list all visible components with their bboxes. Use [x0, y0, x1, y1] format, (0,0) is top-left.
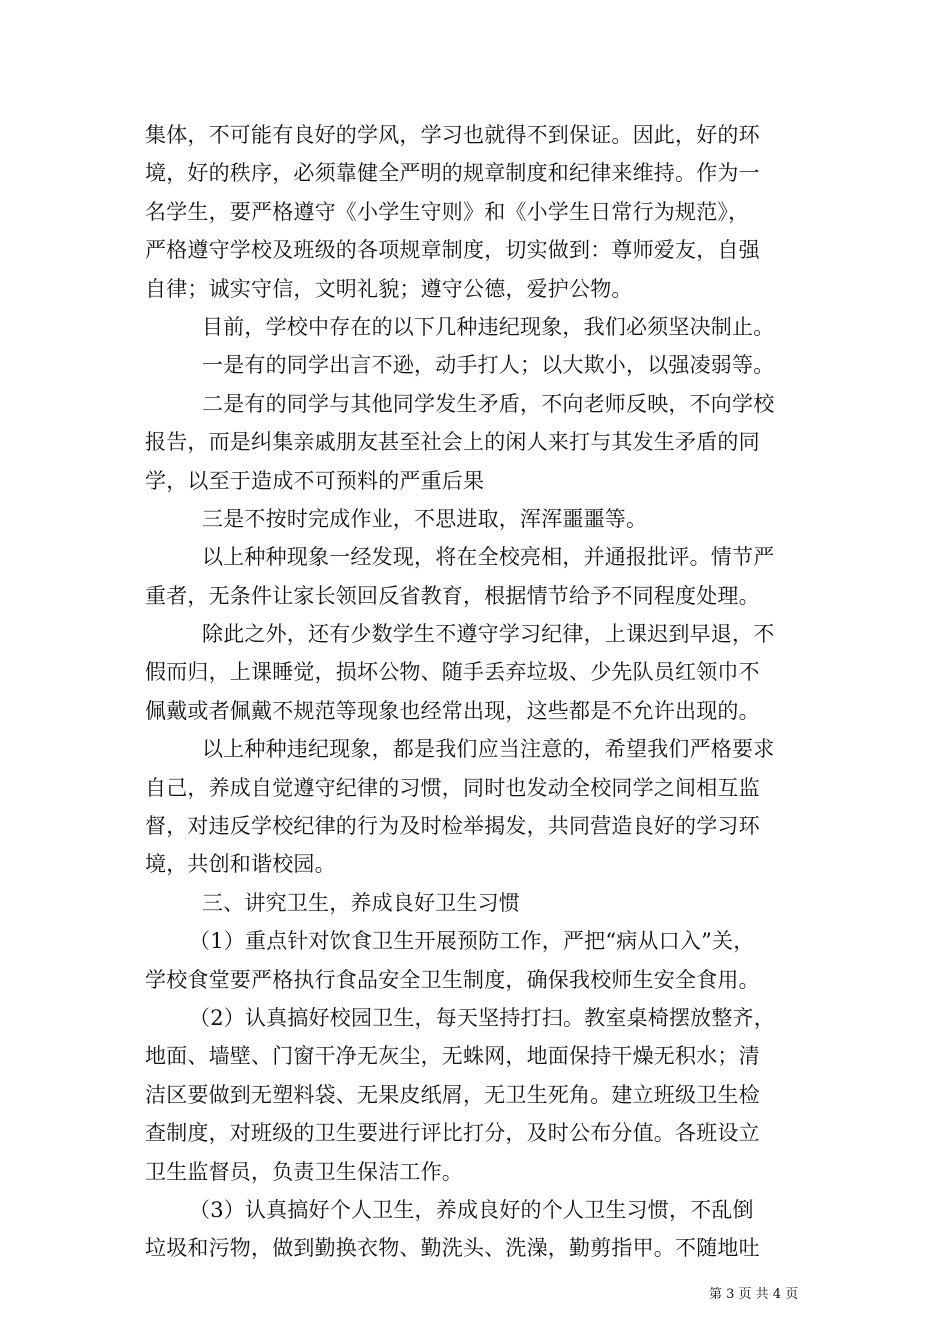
- text-line: 洁区要做到无塑料袋、无果皮纸屑，无卫生死角。建立班级卫生检: [145, 1082, 760, 1107]
- paragraph-start-line: 除此之外，还有少数学生不遵守学习纪律，上课迟到早退，不: [202, 622, 775, 647]
- text-line: 重者，无条件让家长领回反省教育，根据情节给予不同程度处理。: [145, 583, 760, 608]
- text-line: 佩戴或者佩戴不规范等现象也经常出现，这些都是不允许出现的。: [145, 698, 760, 723]
- text-line: 自律；诚实守信，文明礼貌；遵守公德，爱护公物。: [145, 276, 633, 301]
- text-line: 查制度，对班级的卫生要进行评比打分，及时公布分值。各班设立: [145, 1121, 760, 1146]
- document-body: [145, 116, 825, 1268]
- paragraph-start-line: （3）认真搞好个人卫生，养成良好的个人卫生习惯，不乱倒: [189, 1197, 754, 1222]
- text-line: 督，对违反学校纪律的行为及时检举揭发，共同营造良好的学习环: [145, 814, 760, 839]
- text-line: 集体，不可能有良好的学风，学习也就得不到保证。因此，好的环: [145, 123, 760, 147]
- text-line: 学，以至于造成不可预料的严重后果: [145, 468, 485, 493]
- text-line: 学校食堂要严格执行食品安全卫生制度，确保我校师生安全食用。: [145, 967, 760, 992]
- text-line: 报告，而是纠集亲戚朋友甚至社会上的闲人来打与其发生矛盾的同: [145, 430, 760, 455]
- text-line: 境，好的秩序，必须靠健全严明的规章制度和纪律来维持。作为一: [145, 161, 760, 186]
- paragraph-start-line: 二是有的同学与其他同学发生矛盾，不向老师反映，不向学校: [202, 391, 775, 416]
- text-line: 垃圾和污物，做到勤换衣物、勤洗头、洗澡，勤剪指甲。不随地吐: [145, 1236, 760, 1261]
- paragraph-start-line: 以上种种违纪现象，都是我们应当注意的，希望我们严格要求: [202, 737, 775, 762]
- page-number-footer: 第 3 页 共 4 页: [709, 1287, 799, 1302]
- text-line: 名学生，要严格遵守《小学生守则》和《小学生日常行为规范》，: [145, 199, 750, 224]
- text-line: 严格遵守学校及班级的各项规章制度，切实做到：尊师爱友，自强: [145, 238, 760, 263]
- paragraph-start-line: （2）认真搞好校园卫生，每天坚持打扫。教室桌椅摆放整齐，: [189, 1005, 775, 1030]
- paragraph-start-line: 一是有的同学出言不逊，动手打人；以大欺小，以强凌弱等。: [202, 353, 775, 378]
- section-heading: 三、讲究卫生，养成良好卫生习惯: [202, 890, 520, 915]
- paragraph-start-line: （1）重点针对饮食卫生开展预防工作，严把“病从口入”关，: [189, 929, 755, 954]
- text-line: 自己，养成自觉遵守纪律的习惯，同时也发动全校同学之间相互监: [145, 775, 760, 800]
- text-line: 卫生监督员，负责卫生保洁工作。: [145, 1159, 463, 1184]
- paragraph-start-line: 目前，学校中存在的以下几种违纪现象，我们必须坚决制止。: [202, 314, 775, 339]
- paragraph-start-line: 以上种种现象一经发现，将在全校亮相，并通报批评。情节严: [202, 545, 775, 570]
- text-line: 假而归，上课睡觉，损坏公物、随手丢弃垃圾、少先队员红领巾不: [145, 660, 760, 685]
- text-line: 地面、墙壁、门窗干净无灰尘，无蛛网，地面保持干燥无积水；清: [145, 1044, 760, 1069]
- paragraph-start-line: 三是不按时完成作业，不思进取，浑浑噩噩等。: [202, 506, 648, 531]
- text-line: 境，共创和谐校园。: [145, 852, 336, 877]
